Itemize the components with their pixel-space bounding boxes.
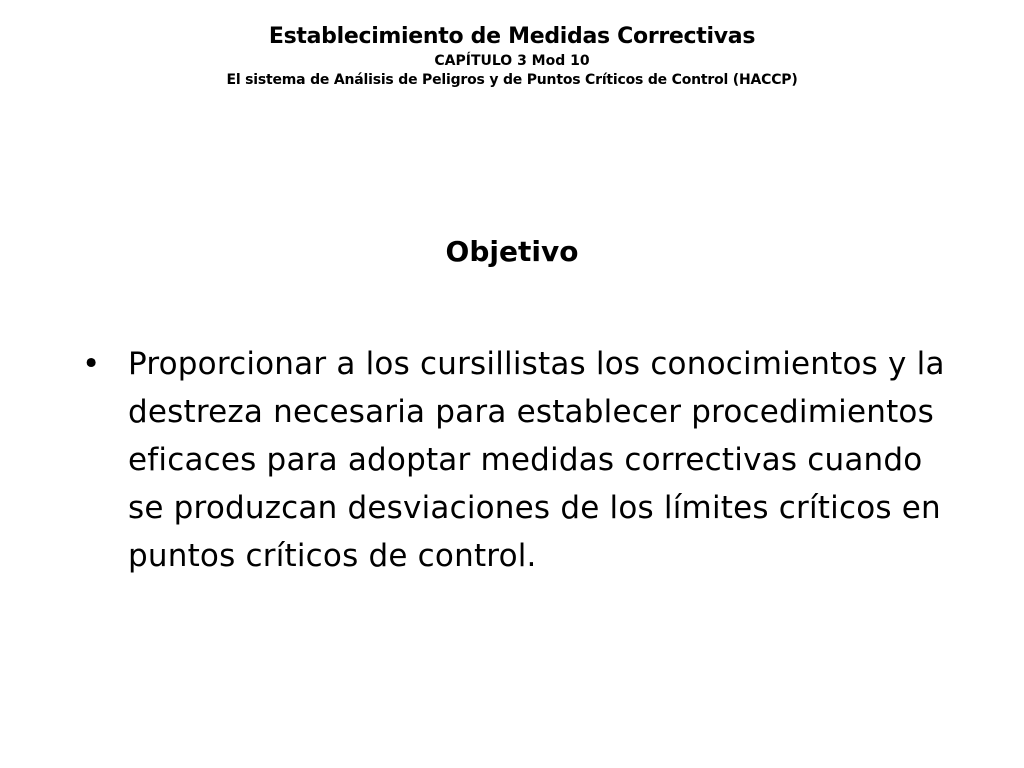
bullet-icon: • bbox=[82, 346, 101, 382]
slide-title: Establecimiento de Medidas Correctivas bbox=[268, 24, 756, 49]
slide-subtitle: El sistema de Análisis de Peligros y de Puntos Críticos de Control (HACCP) bbox=[226, 72, 798, 88]
objective-heading: Objetivo bbox=[445, 235, 579, 268]
list-item bbox=[80, 340, 960, 580]
objective-list bbox=[80, 340, 960, 580]
chapter-label: CAPÍTULO 3 Mod 10 bbox=[434, 53, 590, 69]
objective-text: Proporcionar a los cursillistas los conocimientos y la destreza necesaria para establecer procedimientos eficaces para adoptar medidas correctivas cuando se produzcan desviaciones de los límites críticos en puntos críticos de control. bbox=[128, 346, 945, 574]
slide-header bbox=[0, 22, 1024, 90]
